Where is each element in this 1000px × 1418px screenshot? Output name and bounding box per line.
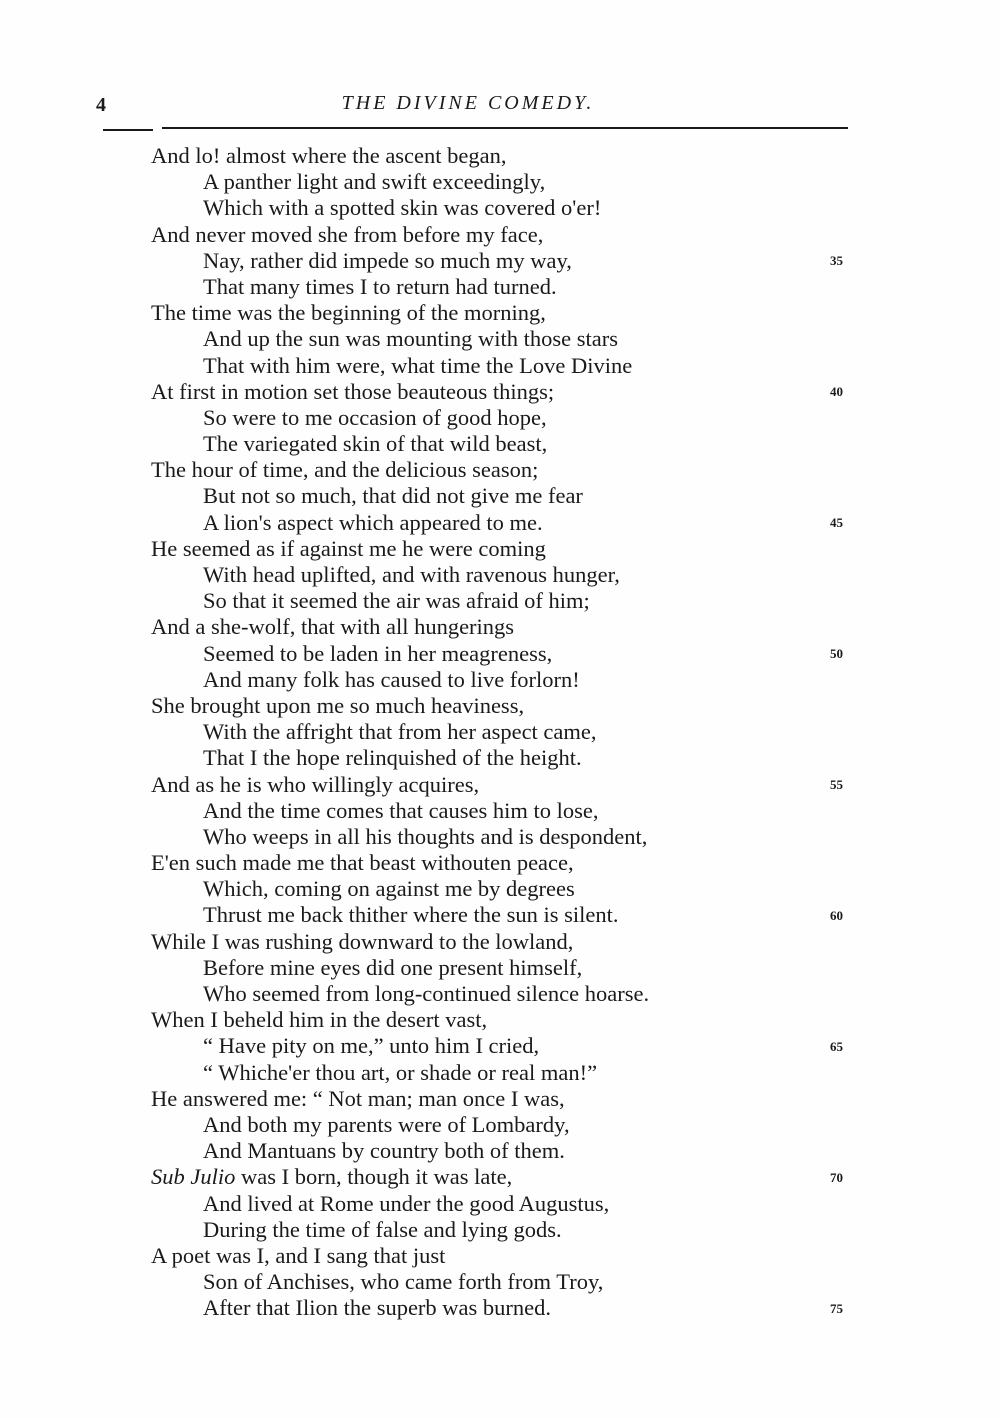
verse-line: The hour of time, and the delicious season; (151, 457, 539, 483)
line-number: 75 (830, 1301, 843, 1316)
line-number: 55 (830, 777, 843, 792)
verse-line: “ Whiche'er thou art, or shade or real man!” (203, 1059, 598, 1085)
italic-phrase: Sub Julio (151, 1164, 236, 1190)
verse-line: With the affright that from her aspect came, (203, 719, 597, 745)
verse-line: That I the hope relinquished of the height. (203, 745, 582, 771)
verse-line: “ Have pity on me,” unto him I cried, (203, 1033, 540, 1059)
line-number: 50 (830, 646, 843, 661)
line-number: 70 (830, 1170, 843, 1185)
verse-line: And the time comes that causes him to lose, (203, 797, 599, 823)
header-rule-short (103, 129, 153, 131)
verse-line: But not so much, that did not give me fear (203, 483, 583, 509)
verse-line: A lion's aspect which appeared to me. (203, 509, 543, 535)
verse-line: And never moved she from before my face, (151, 221, 544, 247)
line-number: 35 (830, 253, 843, 268)
verse-line: When I beheld him in the desert vast, (151, 1007, 488, 1033)
verse-line: And as he is who willingly acquires, (151, 771, 480, 797)
verse-line: That with him were, what time the Love Divine (203, 352, 633, 378)
verse-line: Who seemed from long-continued silence hoarse. (203, 981, 650, 1006)
verse-line: Seemed to be laden in her meagreness, (203, 640, 553, 666)
page-number: 4 (96, 94, 106, 116)
verse-line: He seemed as if against me he were coming (151, 535, 546, 561)
verse-line: Who weeps in all his thoughts and is despondent, (203, 823, 648, 849)
verse-line: The variegated skin of that wild beast, (203, 431, 548, 457)
verse-line: And lo! almost where the ascent began, (151, 143, 507, 168)
verse-line: Which, coming on against me by degrees (203, 876, 575, 902)
verse-line: He answered me: “ Not man; man once I was, (151, 1085, 565, 1111)
verse-line: After that Ilion the superb was burned. (203, 1295, 552, 1321)
running-title: THE DIVINE COMEDY. (341, 92, 595, 114)
verse-line: And lived at Rome under the good Augustus, (203, 1190, 610, 1216)
verse-line: E'en such made me that beast withouten peace, (151, 850, 574, 876)
verse-line: During the time of false and lying gods. (203, 1216, 562, 1242)
verse-line: Before mine eyes did one present himself, (203, 954, 583, 980)
verse-line: Which with a spotted skin was covered o'er! (203, 195, 602, 221)
verse-line: And both my parents were of Lombardy, (203, 1111, 570, 1137)
verse-line-rest: was I born, though it was late, (241, 1164, 513, 1190)
verse-line: With head uplifted, and with ravenous hunger, (203, 562, 620, 587)
verse-line: At first in motion set those beauteous things; (151, 378, 555, 404)
verse-line: The time was the beginning of the morning, (151, 300, 546, 326)
line-number: 60 (830, 908, 843, 923)
verse-line: So were to me occasion of good hope, (203, 404, 547, 430)
verse-line (151, 1164, 871, 1190)
verse-line: Son of Anchises, who came forth from Troy, (203, 1269, 604, 1295)
verse-line: A poet was I, and I sang that just (151, 1242, 446, 1268)
verse-line: That many times I to return had turned. (203, 273, 557, 299)
line-number: 65 (830, 1039, 843, 1054)
line-number: 45 (830, 515, 843, 530)
verse-line: Thrust me back thither where the sun is silent. (203, 902, 619, 928)
verse-line: And many folk has caused to live forlorn! (203, 666, 580, 692)
header-rule (162, 127, 848, 129)
poem-text (151, 143, 871, 1321)
verse-line: So that it seemed the air was afraid of him; (203, 588, 590, 614)
verse-line: And Mantuans by country both of them. (203, 1138, 565, 1164)
verse-line: Nay, rather did impede so much my way, (203, 247, 572, 273)
verse-line: A panther light and swift exceedingly, (203, 169, 546, 195)
verse-line: And a she-wolf, that with all hungerings (151, 614, 515, 640)
verse-line: She brought upon me so much heaviness, (151, 692, 525, 718)
verse-line: And up the sun was mounting with those stars (203, 326, 618, 352)
verse-line: While I was rushing downward to the lowland, (151, 928, 574, 954)
line-number: 40 (830, 384, 843, 399)
